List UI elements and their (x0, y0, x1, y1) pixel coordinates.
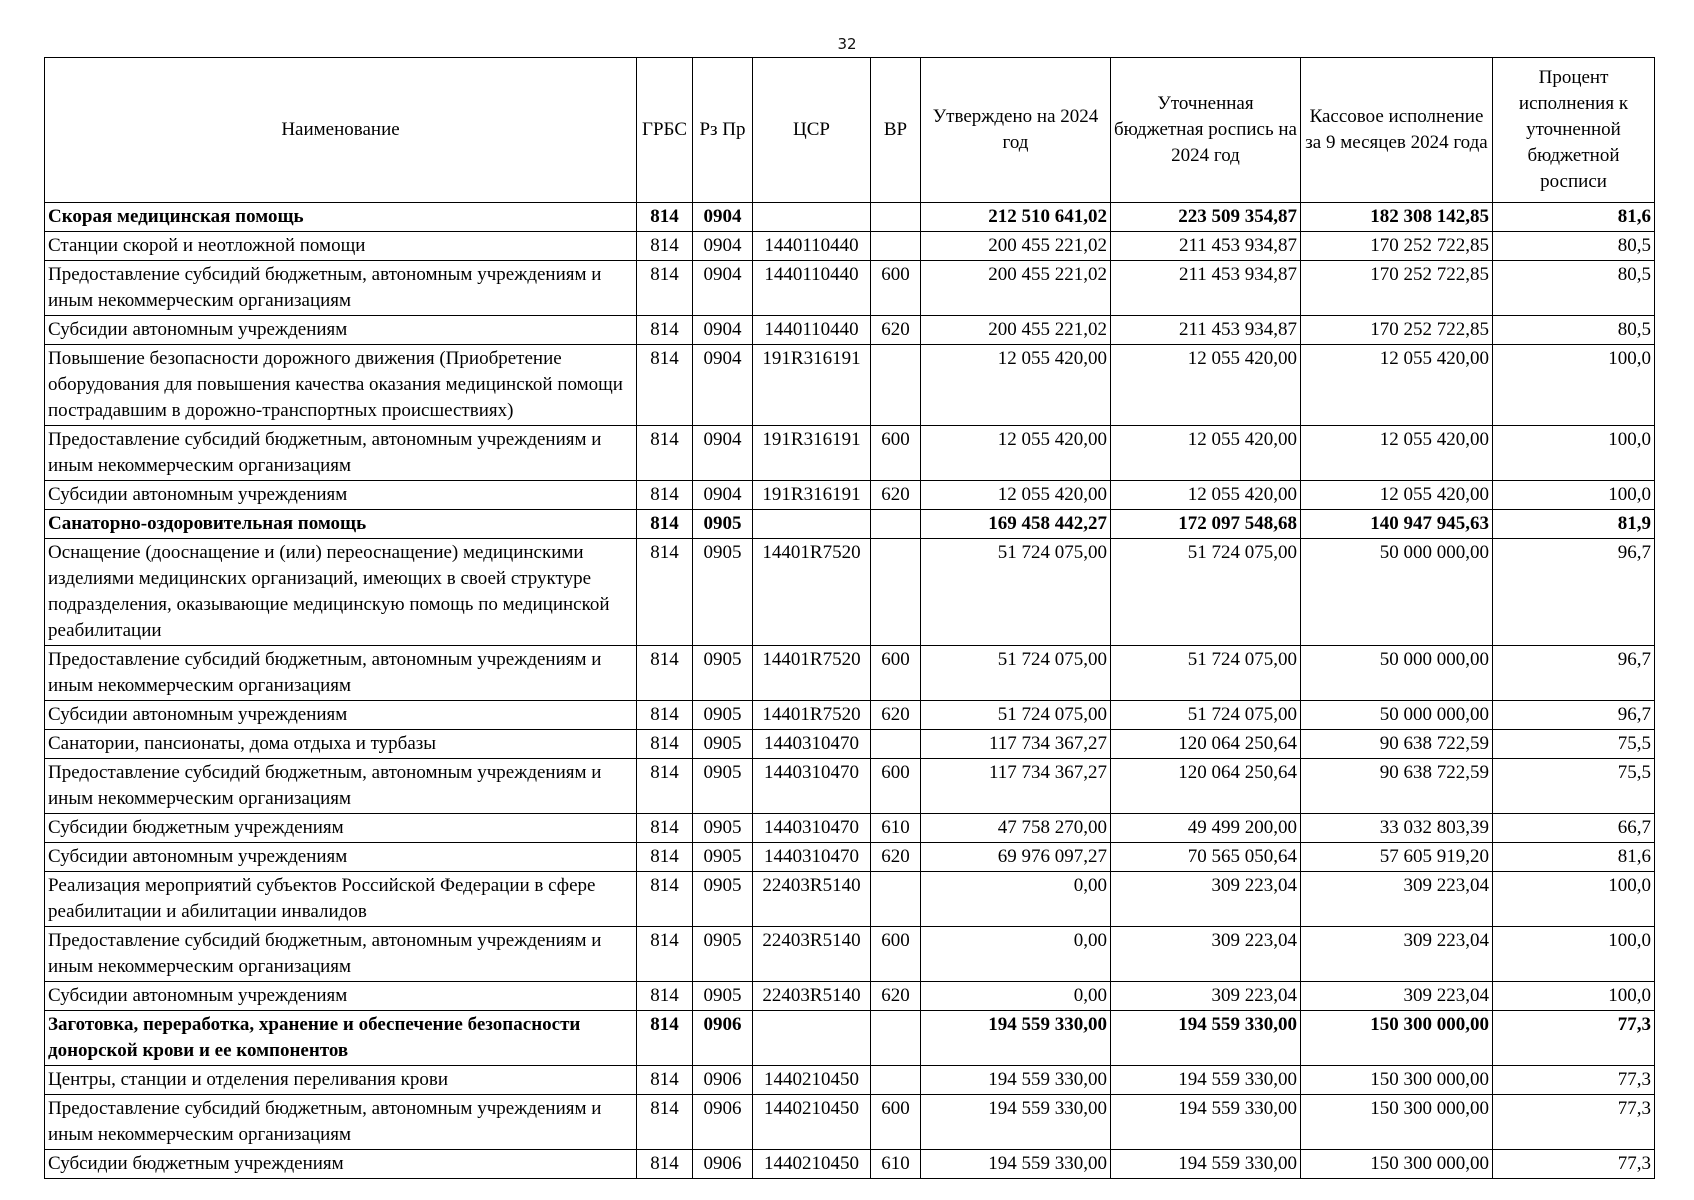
cell-percent: 100,0 (1493, 872, 1655, 927)
cell-refined: 70 565 050,64 (1111, 843, 1301, 872)
cell-csr: 1440210450 (753, 1150, 871, 1179)
cell-grbs: 814 (637, 539, 693, 646)
cell-name: Предоставление субсидий бюджетным, автономным учреждениям и иным некоммерческим организациям (45, 1095, 637, 1150)
cell-name: Субсидии автономным учреждениям (45, 316, 637, 345)
cell-rzpr: 0906 (693, 1095, 753, 1150)
cell-rzpr: 0905 (693, 872, 753, 927)
header-vr: ВР (871, 58, 921, 203)
cell-name: Скорая медицинская помощь (45, 203, 637, 232)
cell-cash: 150 300 000,00 (1301, 1066, 1493, 1095)
cell-csr: 1440110440 (753, 261, 871, 316)
table-row (45, 927, 1655, 982)
cell-grbs: 814 (637, 316, 693, 345)
table-row (45, 261, 1655, 316)
cell-name: Предоставление субсидий бюджетным, автономным учреждениям и иным некоммерческим организациям (45, 927, 637, 982)
table-row (45, 316, 1655, 345)
cell-rzpr: 0904 (693, 345, 753, 426)
cell-grbs: 814 (637, 759, 693, 814)
cell-name: Повышение безопасности дорожного движения (Приобретение оборудования для повышения качества оказания медицинской помощи пострадавшим в дорожно-транспортных происшествиях) (45, 345, 637, 426)
cell-rzpr: 0905 (693, 510, 753, 539)
cell-csr: 14401R7520 (753, 539, 871, 646)
cell-cash: 57 605 919,20 (1301, 843, 1493, 872)
cell-grbs: 814 (637, 1095, 693, 1150)
cell-name: Субсидии бюджетным учреждениям (45, 814, 637, 843)
table-row (45, 872, 1655, 927)
cell-refined: 223 509 354,87 (1111, 203, 1301, 232)
cell-refined: 309 223,04 (1111, 872, 1301, 927)
table-row (45, 1066, 1655, 1095)
cell-name: Субсидии автономным учреждениям (45, 701, 637, 730)
cell-approved: 117 734 367,27 (921, 759, 1111, 814)
cell-csr: 191R316191 (753, 426, 871, 481)
table-row (45, 232, 1655, 261)
cell-vr (871, 345, 921, 426)
cell-cash: 170 252 722,85 (1301, 316, 1493, 345)
cell-refined: 309 223,04 (1111, 982, 1301, 1011)
table-row (45, 982, 1655, 1011)
cell-percent: 100,0 (1493, 927, 1655, 982)
cell-cash: 90 638 722,59 (1301, 730, 1493, 759)
cell-name: Субсидии автономным учреждениям (45, 481, 637, 510)
cell-approved: 194 559 330,00 (921, 1066, 1111, 1095)
cell-rzpr: 0904 (693, 261, 753, 316)
cell-refined: 211 453 934,87 (1111, 232, 1301, 261)
cell-percent: 80,5 (1493, 232, 1655, 261)
cell-refined: 194 559 330,00 (1111, 1150, 1301, 1179)
cell-name: Санатории, пансионаты, дома отдыха и турбазы (45, 730, 637, 759)
cell-refined: 194 559 330,00 (1111, 1095, 1301, 1150)
cell-vr (871, 1066, 921, 1095)
cell-rzpr: 0905 (693, 539, 753, 646)
cell-percent: 100,0 (1493, 982, 1655, 1011)
cell-grbs: 814 (637, 510, 693, 539)
cell-refined: 172 097 548,68 (1111, 510, 1301, 539)
cell-approved: 47 758 270,00 (921, 814, 1111, 843)
cell-csr (753, 510, 871, 539)
cell-grbs: 814 (637, 426, 693, 481)
header-rzpr: Рз Пр (693, 58, 753, 203)
cell-name: Реализация мероприятий субъектов Российской Федерации в сфере реабилитации и абилитации инвалидов (45, 872, 637, 927)
cell-csr (753, 203, 871, 232)
table-body (45, 203, 1655, 1179)
cell-csr: 1440310470 (753, 759, 871, 814)
cell-csr: 14401R7520 (753, 701, 871, 730)
cell-rzpr: 0905 (693, 701, 753, 730)
table-row (45, 345, 1655, 426)
table-row (45, 539, 1655, 646)
cell-cash: 150 300 000,00 (1301, 1011, 1493, 1066)
cell-vr: 620 (871, 982, 921, 1011)
cell-cash: 182 308 142,85 (1301, 203, 1493, 232)
cell-approved: 0,00 (921, 982, 1111, 1011)
cell-rzpr: 0904 (693, 426, 753, 481)
cell-grbs: 814 (637, 872, 693, 927)
cell-approved: 200 455 221,02 (921, 261, 1111, 316)
cell-vr: 600 (871, 426, 921, 481)
cell-cash: 309 223,04 (1301, 872, 1493, 927)
cell-rzpr: 0905 (693, 759, 753, 814)
cell-csr: 1440210450 (753, 1095, 871, 1150)
cell-name: Оснащение (дооснащение и (или) переоснащение) медицинскими изделиями медицинских организаций, имеющих в своей структуре подразделения, оказывающие медицинскую помощь по медицинской реабилитации (45, 539, 637, 646)
cell-cash: 33 032 803,39 (1301, 814, 1493, 843)
cell-refined: 194 559 330,00 (1111, 1066, 1301, 1095)
table-row (45, 481, 1655, 510)
cell-percent: 100,0 (1493, 481, 1655, 510)
cell-cash: 12 055 420,00 (1301, 345, 1493, 426)
cell-csr: 1440110440 (753, 316, 871, 345)
cell-percent: 81,9 (1493, 510, 1655, 539)
cell-refined: 120 064 250,64 (1111, 730, 1301, 759)
cell-rzpr: 0905 (693, 927, 753, 982)
cell-cash: 50 000 000,00 (1301, 539, 1493, 646)
cell-grbs: 814 (637, 701, 693, 730)
cell-csr: 191R316191 (753, 481, 871, 510)
cell-grbs: 814 (637, 982, 693, 1011)
cell-csr: 22403R5140 (753, 872, 871, 927)
cell-vr (871, 730, 921, 759)
table-row (45, 426, 1655, 481)
header-grbs: ГРБС (637, 58, 693, 203)
cell-name: Предоставление субсидий бюджетным, автономным учреждениям и иным некоммерческим организациям (45, 646, 637, 701)
cell-refined: 12 055 420,00 (1111, 345, 1301, 426)
cell-approved: 194 559 330,00 (921, 1095, 1111, 1150)
cell-vr: 600 (871, 759, 921, 814)
cell-rzpr: 0906 (693, 1066, 753, 1095)
cell-refined: 49 499 200,00 (1111, 814, 1301, 843)
cell-percent: 100,0 (1493, 345, 1655, 426)
cell-refined: 12 055 420,00 (1111, 481, 1301, 510)
cell-cash: 150 300 000,00 (1301, 1150, 1493, 1179)
table-row (45, 701, 1655, 730)
cell-csr: 22403R5140 (753, 982, 871, 1011)
cell-percent: 80,5 (1493, 261, 1655, 316)
header-cash: Кассовое исполнение за 9 месяцев 2024 года (1301, 58, 1493, 203)
cell-approved: 200 455 221,02 (921, 316, 1111, 345)
cell-vr: 620 (871, 481, 921, 510)
cell-rzpr: 0906 (693, 1150, 753, 1179)
cell-csr: 14401R7520 (753, 646, 871, 701)
table-row (45, 759, 1655, 814)
cell-approved: 212 510 641,02 (921, 203, 1111, 232)
cell-approved: 200 455 221,02 (921, 232, 1111, 261)
cell-name: Предоставление субсидий бюджетным, автономным учреждениям и иным некоммерческим организациям (45, 759, 637, 814)
cell-grbs: 814 (637, 843, 693, 872)
cell-cash: 50 000 000,00 (1301, 646, 1493, 701)
cell-vr (871, 510, 921, 539)
cell-cash: 309 223,04 (1301, 927, 1493, 982)
cell-percent: 77,3 (1493, 1011, 1655, 1066)
cell-grbs: 814 (637, 1150, 693, 1179)
table-section-row (45, 203, 1655, 232)
table-row (45, 1150, 1655, 1179)
cell-rzpr: 0906 (693, 1011, 753, 1066)
cell-approved: 12 055 420,00 (921, 481, 1111, 510)
cell-rzpr: 0905 (693, 843, 753, 872)
cell-percent: 75,5 (1493, 730, 1655, 759)
cell-approved: 117 734 367,27 (921, 730, 1111, 759)
cell-name: Предоставление субсидий бюджетным, автономным учреждениям и иным некоммерческим организациям (45, 261, 637, 316)
cell-percent: 96,7 (1493, 539, 1655, 646)
table-row (45, 843, 1655, 872)
cell-rzpr: 0905 (693, 730, 753, 759)
cell-approved: 169 458 442,27 (921, 510, 1111, 539)
table-row (45, 646, 1655, 701)
cell-name: Субсидии автономным учреждениям (45, 982, 637, 1011)
cell-vr: 610 (871, 1150, 921, 1179)
cell-vr (871, 1011, 921, 1066)
cell-percent: 81,6 (1493, 843, 1655, 872)
cell-approved: 194 559 330,00 (921, 1011, 1111, 1066)
cell-cash: 90 638 722,59 (1301, 759, 1493, 814)
cell-approved: 51 724 075,00 (921, 646, 1111, 701)
cell-grbs: 814 (637, 927, 693, 982)
cell-vr: 620 (871, 701, 921, 730)
cell-vr: 620 (871, 843, 921, 872)
cell-name: Субсидии автономным учреждениям (45, 843, 637, 872)
cell-csr: 1440110440 (753, 232, 871, 261)
cell-approved: 69 976 097,27 (921, 843, 1111, 872)
cell-approved: 0,00 (921, 872, 1111, 927)
cell-grbs: 814 (637, 261, 693, 316)
cell-csr (753, 1011, 871, 1066)
table-header-row (45, 58, 1655, 203)
cell-approved: 51 724 075,00 (921, 539, 1111, 646)
cell-grbs: 814 (637, 481, 693, 510)
cell-approved: 0,00 (921, 927, 1111, 982)
cell-cash: 170 252 722,85 (1301, 261, 1493, 316)
table-section-row (45, 510, 1655, 539)
cell-rzpr: 0904 (693, 316, 753, 345)
cell-grbs: 814 (637, 345, 693, 426)
cell-name: Станции скорой и неотложной помощи (45, 232, 637, 261)
cell-csr: 191R316191 (753, 345, 871, 426)
cell-cash: 12 055 420,00 (1301, 481, 1493, 510)
cell-vr: 600 (871, 927, 921, 982)
cell-rzpr: 0905 (693, 814, 753, 843)
cell-grbs: 814 (637, 1011, 693, 1066)
cell-csr: 1440310470 (753, 843, 871, 872)
header-approved: Утверждено на 2024 год (921, 58, 1111, 203)
cell-csr: 1440210450 (753, 1066, 871, 1095)
cell-grbs: 814 (637, 1066, 693, 1095)
cell-vr (871, 539, 921, 646)
cell-vr (871, 872, 921, 927)
cell-vr: 620 (871, 316, 921, 345)
cell-vr (871, 232, 921, 261)
cell-percent: 81,6 (1493, 203, 1655, 232)
cell-refined: 12 055 420,00 (1111, 426, 1301, 481)
budget-execution-table (44, 57, 1655, 1179)
cell-percent: 77,3 (1493, 1066, 1655, 1095)
cell-rzpr: 0904 (693, 232, 753, 261)
cell-name: Заготовка, переработка, хранение и обеспечение безопасности донорской крови и ее компонентов (45, 1011, 637, 1066)
cell-rzpr: 0904 (693, 481, 753, 510)
cell-rzpr: 0904 (693, 203, 753, 232)
cell-rzpr: 0905 (693, 982, 753, 1011)
cell-cash: 50 000 000,00 (1301, 701, 1493, 730)
cell-name: Предоставление субсидий бюджетным, автономным учреждениям и иным некоммерческим организациям (45, 426, 637, 481)
cell-name: Субсидии бюджетным учреждениям (45, 1150, 637, 1179)
cell-refined: 51 724 075,00 (1111, 701, 1301, 730)
cell-refined: 211 453 934,87 (1111, 261, 1301, 316)
cell-percent: 80,5 (1493, 316, 1655, 345)
page-number: 32 (837, 35, 857, 53)
cell-vr: 600 (871, 1095, 921, 1150)
cell-csr: 1440310470 (753, 814, 871, 843)
cell-grbs: 814 (637, 232, 693, 261)
cell-refined: 51 724 075,00 (1111, 539, 1301, 646)
header-percent: Процент исполнения к уточненной бюджетной росписи (1493, 58, 1655, 203)
cell-rzpr: 0905 (693, 646, 753, 701)
cell-vr (871, 203, 921, 232)
cell-grbs: 814 (637, 814, 693, 843)
cell-grbs: 814 (637, 646, 693, 701)
header-name: Наименование (45, 58, 637, 203)
cell-vr: 600 (871, 261, 921, 316)
cell-percent: 77,3 (1493, 1095, 1655, 1150)
cell-approved: 194 559 330,00 (921, 1150, 1111, 1179)
cell-name: Центры, станции и отделения переливания крови (45, 1066, 637, 1095)
table-row (45, 814, 1655, 843)
table-row (45, 730, 1655, 759)
cell-percent: 100,0 (1493, 426, 1655, 481)
cell-cash: 150 300 000,00 (1301, 1095, 1493, 1150)
cell-csr: 22403R5140 (753, 927, 871, 982)
cell-approved: 12 055 420,00 (921, 426, 1111, 481)
cell-cash: 309 223,04 (1301, 982, 1493, 1011)
cell-percent: 96,7 (1493, 701, 1655, 730)
cell-csr: 1440310470 (753, 730, 871, 759)
cell-refined: 309 223,04 (1111, 927, 1301, 982)
cell-cash: 170 252 722,85 (1301, 232, 1493, 261)
cell-grbs: 814 (637, 730, 693, 759)
table-section-row (45, 1011, 1655, 1066)
cell-percent: 66,7 (1493, 814, 1655, 843)
cell-vr: 610 (871, 814, 921, 843)
cell-name: Санаторно-оздоровительная помощь (45, 510, 637, 539)
cell-percent: 75,5 (1493, 759, 1655, 814)
cell-percent: 96,7 (1493, 646, 1655, 701)
cell-refined: 120 064 250,64 (1111, 759, 1301, 814)
cell-refined: 194 559 330,00 (1111, 1011, 1301, 1066)
cell-cash: 140 947 945,63 (1301, 510, 1493, 539)
header-csr: ЦСР (753, 58, 871, 203)
cell-approved: 12 055 420,00 (921, 345, 1111, 426)
cell-percent: 77,3 (1493, 1150, 1655, 1179)
cell-grbs: 814 (637, 203, 693, 232)
table-row (45, 1095, 1655, 1150)
cell-refined: 51 724 075,00 (1111, 646, 1301, 701)
cell-vr: 600 (871, 646, 921, 701)
header-refined: Уточненная бюджетная роспись на 2024 год (1111, 58, 1301, 203)
cell-cash: 12 055 420,00 (1301, 426, 1493, 481)
cell-refined: 211 453 934,87 (1111, 316, 1301, 345)
cell-approved: 51 724 075,00 (921, 701, 1111, 730)
